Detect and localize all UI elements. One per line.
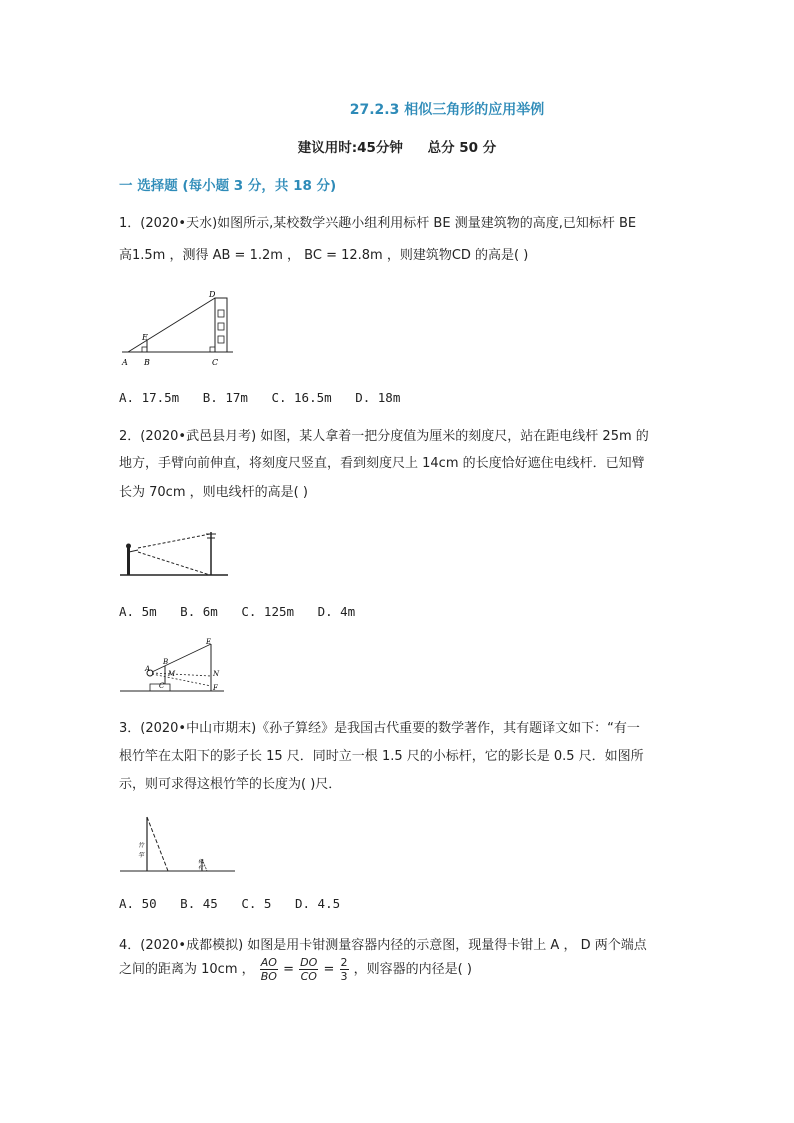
q1-window-2 [218,323,224,330]
q3-label-stick-2: 杆 [198,865,204,871]
q2d-label-A: A [145,665,151,673]
q2-text-line2: 地方，手臂向前伸直，将刻度尺竖直，看到刻度尺上 14cm 的长度恰好遮住电线杆．已知臂 [119,456,645,471]
q2-diagram [118,636,228,696]
q3-text-line2: 根竹竿在太阳下的影子长 15 尺．同时立一根 1.5 尺的小标杆，它的影长是 0.5 尺．如图所 [119,749,644,764]
q1-figure [118,290,258,370]
q1-option-d[interactable]: D. 18m [355,390,401,405]
q3-option-a[interactable]: A. 50 [119,896,157,911]
q4-frac3-num: 2 [340,956,348,969]
q1-label-A: A [122,358,128,367]
q2-options [119,604,371,619]
q3-options [119,896,356,911]
q4-line2-suffix: ，则容器的内径是( ) [353,962,472,977]
q2d-label-N: N [213,670,220,678]
q4-frac3-den: 3 [340,970,348,983]
q1-label-C: C [212,358,219,367]
q1-hypotenuse [128,298,215,352]
subtitle [0,136,794,156]
q3-option-d[interactable]: D. 4.5 [294,896,341,911]
q3-label-stick-1: 标 [198,859,204,865]
q4-fraction-do-co [299,956,318,983]
page-title: 27.2.3 相似三角形的应用举例 [349,102,545,118]
q2-text-line3: 长为 70cm ，则电线杆的高是( ) [119,485,308,500]
q4-frac2-num: DO [300,956,318,969]
q3-option-b[interactable]: B. 45 [180,896,218,911]
q2-option-a[interactable]: A. 5m [119,604,157,619]
q1-window-3 [218,336,224,343]
q3-sun-ray [147,817,168,871]
q4-text-line1: 4．(2020•成都模拟) 如图是用卡钳测量容器内径的示意图，现量得卡钳上 A ， D 两个端点 [119,938,647,953]
q1-label-E: E [142,333,148,342]
q3-text-line1: 3．(2020•中山市期末)《孙子算经》是我国古代重要的数学著作，其有题译文如下：“有一 [119,721,640,736]
section-heading: 一 选择题 (每小题 3 分，共 18 分) [119,178,337,194]
q2-option-d[interactable]: D. 4m [317,604,356,619]
q3-option-c[interactable]: C. 5 [241,896,272,911]
q4-fraction-ratio [340,956,349,983]
q4-equals-1: = [283,962,295,977]
q3-label-bamboo-1: 竹 [138,842,145,849]
q1-building [215,298,227,352]
q4-line2-prefix: 之间的距离为 10cm ， [119,962,255,977]
q1-text-line1: 1．(2020•天水)如图所示,某校数学兴趣小组利用标杆 BE 测量建筑物的高度,已知标杆 BE [119,216,637,231]
q1-window-1 [218,310,224,317]
q2d-label-M: M [168,670,176,678]
q4-equals-2: = [323,962,335,977]
q3-figure [118,815,248,875]
q1-right-angle-C [210,347,215,352]
q2d-ray-top [152,644,211,672]
q2d-label-C: C [159,682,165,690]
q1-option-a[interactable]: A. 17.5m [119,390,180,405]
q2-figure [118,528,238,588]
q2-option-b[interactable]: B. 6m [180,604,218,619]
q1-option-c[interactable]: C. 16.5m [271,390,332,405]
q1-options [119,390,416,405]
q1-right-angle-B [142,347,147,352]
q4-frac2-den: CO [300,970,317,983]
q2-arm [129,550,138,552]
q2d-label-E: E [206,638,212,646]
q3-label-bamboo-2: 竿 [138,852,145,859]
q4-frac1-num: AO [260,956,277,969]
total-score: 总分 50 分 [427,140,497,156]
q4-frac1-den: BO [260,970,277,983]
q2-person-head [126,544,131,549]
q2-text-line1: 2．(2020•武邑县月考) 如图，某人拿着一把分度值为厘米的刻度尺，站在距电线杆 25m 的 [119,429,649,444]
q4-fraction-ao-bo [260,956,278,983]
q3-text-line3: 示，则可求得这根竹竿的长度为( )尺． [119,777,342,792]
q2d-label-F: F [213,684,218,692]
q1-label-B: B [144,358,150,367]
q4-text-line2 [119,956,472,983]
suggested-time: 建议用时:45分钟 [297,140,403,156]
q1-label-D: D [209,290,216,299]
q2-sight-top [138,534,210,548]
q2-sight-bottom [138,552,210,575]
q2-option-c[interactable]: C. 125m [241,604,295,619]
q2d-label-B: B [163,658,169,666]
q1-option-b[interactable]: B. 17m [202,390,248,405]
q1-text-line2: 高1.5m ，测得 AB = 1.2m ， BC = 12.8m ，则建筑物CD 的高是( ) [119,248,529,263]
